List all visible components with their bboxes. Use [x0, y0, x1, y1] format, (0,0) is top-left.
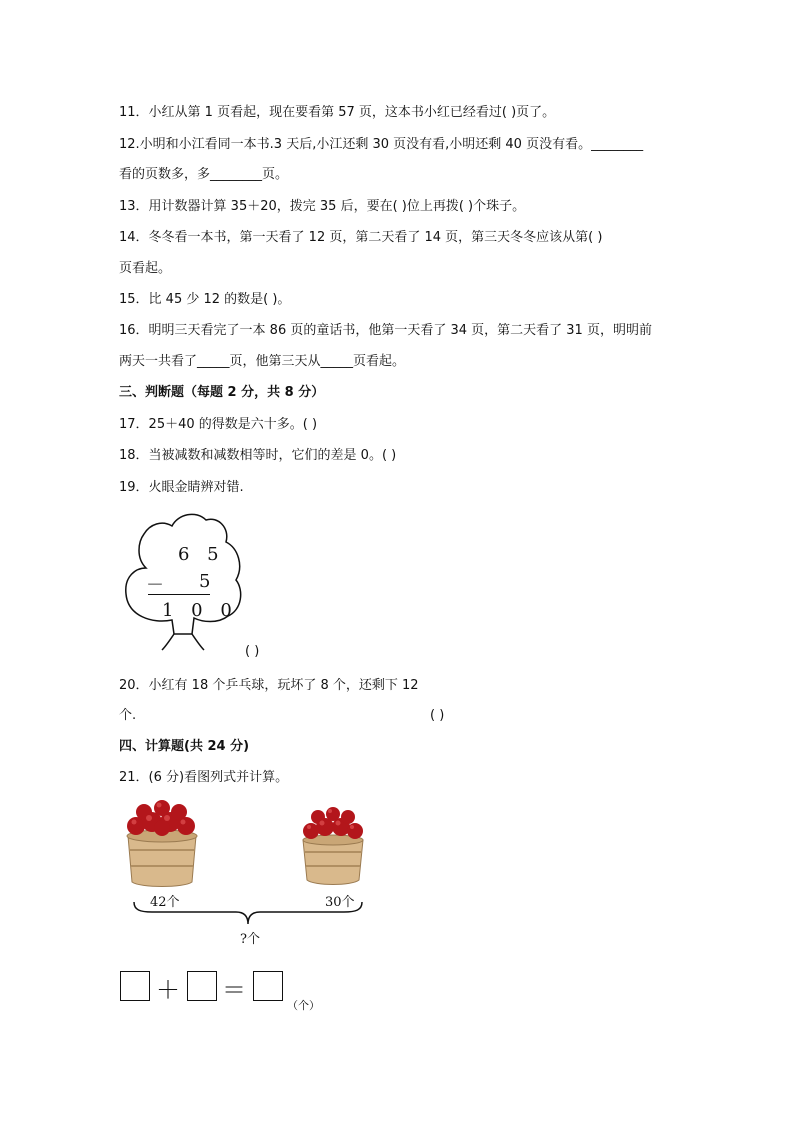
total-unknown-label: ?个	[240, 932, 260, 947]
question-13: 13．用计数器计算 35＋20，拨完 35 后，要在( )位上再拨( )个珠子。	[119, 199, 526, 214]
basket-left-count-label: 42个	[150, 895, 180, 910]
question-20-answer-paren: ( )	[430, 708, 445, 723]
vertical-subtrahend: 5	[199, 571, 217, 592]
equation-addend-2-box[interactable]	[187, 971, 217, 1001]
question-15: 15．比 45 少 12 的数是( )。	[119, 292, 291, 307]
question-11: 11．小红从第 1 页看起，现在要看第 57 页，这本书小红已经看过( )页了。	[119, 105, 556, 120]
apple-basket-left-image	[122, 800, 202, 890]
tree-outline-image	[122, 512, 246, 652]
question-12-line-1: 12.小明和小江看同一本书.3 天后,小江还剩 30 页没有看,小明还剩 40 页没有看。________	[119, 137, 644, 152]
question-20-line-2: 个.	[119, 708, 137, 723]
question-20-line-1: 20．小红有 18 个乒乓球，玩坏了 8 个，还剩下 12	[119, 678, 419, 693]
section-3-heading: 三、判断题（每题 2 分，共 8 分）	[119, 385, 325, 400]
vertical-result: 1 0 0	[162, 600, 238, 621]
question-17: 17．25＋40 的得数是六十多。( )	[119, 417, 318, 432]
question-16-line-2: 两天一共看了_____页，他第三天从_____页看起。	[119, 354, 406, 369]
section-4-heading: 四、计算题(共 24 分)	[119, 739, 250, 754]
question-19-answer-paren: ( )	[245, 644, 260, 659]
equation-equals-sign: ＝	[222, 976, 246, 1004]
apple-basket-right-image	[298, 806, 368, 888]
question-14-line-2: 页看起。	[119, 261, 172, 276]
vertical-minus-sign: －	[146, 575, 170, 596]
equation-plus-sign: ＋	[156, 976, 180, 1004]
question-16-line-1: 16．明明三天看完了一本 86 页的童话书，他第一天看了 34 页，第二天看了 31 页，明明前	[119, 323, 652, 338]
total-brace	[132, 900, 364, 930]
question-18: 18．当被减数和减数相等时，它们的差是 0。( )	[119, 448, 397, 463]
question-12-line-2: 看的页数多，多________页。	[119, 167, 289, 182]
question-19: 19．火眼金睛辨对错.	[119, 480, 244, 495]
vertical-top-number: 6 5	[178, 544, 225, 565]
equation-addend-1-box[interactable]	[120, 971, 150, 1001]
vertical-rule	[148, 594, 210, 595]
basket-right-count-label: 30个	[325, 895, 355, 910]
equation-unit-label: （个）	[287, 999, 320, 1012]
equation-sum-box[interactable]	[253, 971, 283, 1001]
question-21: 21．(6 分)看图列式并计算。	[119, 770, 289, 785]
question-14-line-1: 14．冬冬看一本书，第一天看了 12 页，第二天看了 14 页，第三天冬冬应该从第( )	[119, 230, 603, 245]
